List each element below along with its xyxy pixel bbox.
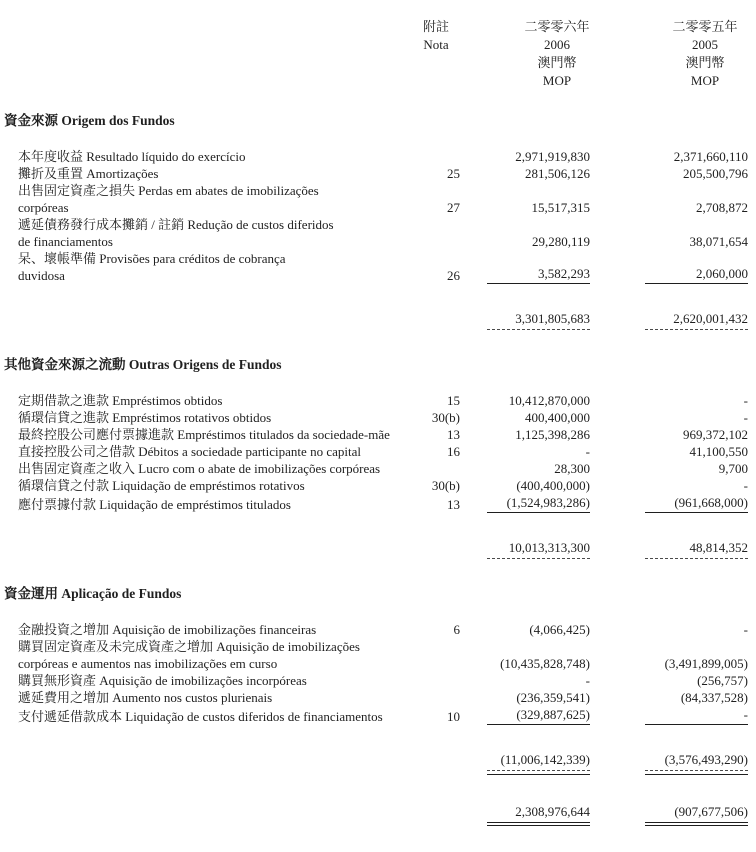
value-2006 [462, 672, 590, 689]
table-row [4, 494, 748, 513]
row-label-line: 直接控股公司之借款 Débitos a sociedade participante no capital [18, 444, 361, 459]
value-2006 [462, 265, 590, 284]
value-2005-amount: - [743, 622, 748, 637]
section-heading: 資金來源 Origem dos Fundos [4, 113, 175, 128]
value-2006 [462, 494, 590, 513]
value-2006 [462, 426, 590, 443]
section-1 [4, 112, 748, 330]
value-2005-amount: (3,576,493,290) [645, 751, 748, 771]
value-2006-underline [487, 494, 590, 513]
value-2006 [462, 706, 590, 725]
table-row [4, 250, 748, 284]
subtotal-row [4, 310, 748, 330]
value-2006-amount: (10,435,828,748) [500, 656, 590, 671]
note-cell: 16 [447, 444, 460, 459]
row-label [4, 409, 410, 426]
row-label-line: corpóreas e aumentos nas imobilizações em curso [18, 656, 278, 671]
value-2006 [462, 655, 590, 672]
note-cell: 30(b) [431, 410, 460, 425]
table-row [4, 426, 748, 443]
value-2005-amount: 969,372,102 [683, 427, 748, 442]
row-label [4, 672, 410, 689]
year-2006: 2006 [544, 37, 570, 52]
value-2006-underline [487, 706, 590, 725]
row-label-line: 購買無形資產 Aquisição de imobilizações incorpóreas [18, 673, 307, 688]
note-cell: 10 [447, 709, 460, 724]
value-2006-amount: 2,308,976,644 [487, 803, 590, 823]
value-2006-amount: (329,887,625) [487, 706, 590, 725]
row-label [4, 460, 410, 477]
value-2005 [628, 460, 748, 477]
value-2005-underline [645, 409, 748, 426]
value-2006-underline [487, 539, 590, 559]
row-label [4, 392, 410, 409]
note-cell: 26 [447, 268, 460, 283]
value-2005-amount: - [645, 706, 748, 725]
value-2006-underline [487, 477, 590, 494]
row-label-line: 支付遞延借款成本 Liquidação de custos diferidos de financiamentos [18, 709, 383, 724]
note-cell: 13 [447, 427, 460, 442]
row-label [4, 621, 410, 638]
value-2006-amount: (11,006,142,339) [487, 751, 590, 771]
row-label-line: de financiamentos [18, 234, 113, 249]
value-2005 [628, 494, 748, 513]
value-2005-underline [645, 494, 748, 513]
value-2006-amount: 10,412,870,000 [508, 393, 590, 408]
value-2005-amount: 48,814,352 [645, 539, 748, 559]
value-2006-underline [487, 233, 590, 250]
value-2006-amount: (400,400,000) [516, 478, 590, 493]
value-2005 [628, 233, 748, 250]
value-2005-amount: 2,708,872 [696, 200, 748, 215]
value-2006-amount: 3,582,293 [487, 265, 590, 284]
row-label [4, 216, 410, 250]
value-2006 [462, 751, 590, 775]
value-2005-underline [645, 460, 748, 477]
value-2005-underline [645, 477, 748, 494]
value-2005 [628, 409, 748, 426]
value-2005-amount: - [743, 478, 748, 493]
value-2006-amount: - [585, 673, 590, 688]
row-label-line: 循環信貸之付款 Liquidação de empréstimos rotativos [18, 478, 305, 493]
value-2006 [462, 621, 590, 638]
subtotal-row [4, 539, 748, 559]
value-2006 [462, 477, 590, 494]
table-row [4, 165, 748, 182]
value-2005-underline [645, 233, 748, 250]
table-row [4, 477, 748, 494]
value-2005-underline [645, 803, 748, 826]
column-header-2005 [628, 18, 748, 90]
value-2006 [462, 460, 590, 477]
value-2005 [628, 672, 748, 689]
value-2006-amount: (4,066,425) [529, 622, 590, 637]
value-2006-amount: 400,400,000 [525, 410, 590, 425]
value-2006 [462, 409, 590, 426]
value-2005 [628, 443, 748, 460]
note-cell: 13 [447, 497, 460, 512]
column-header-2006 [462, 18, 590, 90]
table-header [4, 18, 748, 90]
note-column-header [410, 18, 462, 54]
value-2006-underline [487, 426, 590, 443]
row-label-line: 循環信貸之進款 Empréstimos rotativos obtidos [18, 410, 272, 425]
value-2006-underline [487, 443, 590, 460]
value-2005-amount: (907,677,506) [645, 803, 748, 823]
value-2005 [628, 706, 748, 725]
value-2005 [628, 165, 748, 182]
note-header-pt: Nota [423, 37, 449, 52]
table-row [4, 460, 748, 477]
row-label-line: 本年度收益 Resultado líquido do exercício [18, 149, 246, 164]
value-2005-amount: - [743, 410, 748, 425]
value-2006-amount: (236,359,541) [516, 690, 590, 705]
value-2006-underline [487, 460, 590, 477]
value-2005-underline [645, 621, 748, 638]
value-2006-amount: 2,971,919,830 [515, 149, 590, 164]
table-row [4, 409, 748, 426]
value-2005-amount: 2,060,000 [645, 265, 748, 284]
row-label [4, 708, 410, 725]
row-label-line: 購買固定資產及未完成資產之增加 Aquisição de imobilizações [18, 639, 360, 654]
value-2005-underline [645, 672, 748, 689]
value-2006-amount: (1,524,983,286) [487, 494, 590, 513]
value-2006 [462, 392, 590, 409]
value-2006 [462, 199, 590, 216]
row-label-line: 遞延費用之增加 Aumento nos custos plurienais [18, 690, 273, 705]
value-2006-underline [487, 199, 590, 216]
value-2005-underline [645, 148, 748, 165]
table-row [4, 621, 748, 638]
value-2006-amount: 10,013,313,300 [487, 539, 590, 559]
value-2005-underline [645, 655, 748, 672]
row-label-line: 遞延債務發行成本攤銷 / 註銷 Redução de custos diferidos [18, 217, 334, 232]
table-row [4, 182, 748, 216]
row-label [4, 165, 410, 182]
note-header-zh: 附註 [422, 19, 449, 34]
table-row [4, 443, 748, 460]
row-label-line: corpóreas [18, 200, 69, 215]
table-row [4, 689, 748, 706]
value-2005-amount: 9,700 [718, 461, 748, 476]
value-2005-amount: - [743, 393, 748, 408]
value-2006-underline [487, 689, 590, 706]
section-heading: 資金運用 Aplicação de Fundos [4, 586, 182, 601]
note-cell: 30(b) [431, 478, 460, 493]
value-2005 [628, 655, 748, 672]
row-label [4, 148, 410, 165]
table-row [4, 638, 748, 672]
value-2006 [462, 803, 590, 826]
value-2006-amount: 281,506,126 [525, 166, 590, 181]
value-2005-underline [645, 392, 748, 409]
value-2005-underline [645, 199, 748, 216]
currency-2006-code: MOP [542, 73, 572, 88]
value-2006-underline [487, 310, 590, 330]
value-2005-amount: 2,371,660,110 [673, 149, 748, 164]
currency-2006-zh: 澳門幣 [537, 55, 577, 70]
value-2005 [628, 621, 748, 638]
row-label [4, 638, 410, 672]
grand-total-row [4, 803, 748, 826]
row-label [4, 689, 410, 706]
note-cell: 6 [453, 622, 460, 637]
row-label [4, 496, 410, 513]
value-2006-underline [487, 672, 590, 689]
row-label [4, 426, 410, 443]
value-2005 [628, 689, 748, 706]
section-heading: 其他資金來源之流動 Outras Origens de Fundos [4, 357, 282, 372]
grand-total-slot [4, 803, 748, 826]
value-2006-amount: 1,125,398,286 [515, 427, 590, 442]
value-2005-amount: (961,668,000) [645, 494, 748, 513]
value-2005-underline [645, 706, 748, 725]
value-2005-amount: 2,620,001,432 [645, 310, 748, 330]
value-2006-amount: 3,301,805,683 [487, 310, 590, 330]
value-2005 [628, 803, 748, 826]
value-2006 [462, 165, 590, 182]
value-2005 [628, 426, 748, 443]
subtotal-row [4, 751, 748, 775]
value-2005-underline [645, 443, 748, 460]
table-row [4, 392, 748, 409]
value-2005-amount: (84,337,528) [680, 690, 748, 705]
section-2 [4, 356, 748, 559]
value-2006-underline [487, 655, 590, 672]
value-2006 [462, 233, 590, 250]
row-label-line: 最終控股公司應付票據進款 Empréstimos titulados da sociedade-mãe [18, 427, 390, 442]
row-label [4, 250, 410, 284]
value-2005 [628, 265, 748, 284]
value-2005-amount: (3,491,899,005) [664, 656, 748, 671]
table-row [4, 216, 748, 250]
currency-2005-code: MOP [690, 73, 720, 88]
statement-sections [4, 112, 748, 775]
value-2006-underline [487, 148, 590, 165]
row-label [4, 182, 410, 216]
value-2005 [628, 477, 748, 494]
value-2005-underline [645, 310, 748, 330]
value-2006 [462, 443, 590, 460]
value-2005-underline [645, 689, 748, 706]
note-cell: 25 [447, 166, 460, 181]
table-row [4, 672, 748, 689]
value-2005 [628, 392, 748, 409]
value-2005-underline [645, 539, 748, 559]
value-2005 [628, 751, 748, 775]
row-label-line: 應付票據付款 Liquidação de empréstimos titulados [18, 497, 291, 512]
row-label-line: 金融投資之增加 Aquisição de imobilizações financeiras [18, 622, 317, 637]
row-label-line: 呆、壞帳準備 Provisões para créditos de cobrança [18, 251, 286, 266]
value-2006-underline [487, 165, 590, 182]
value-2006-amount: - [585, 444, 590, 459]
year-2005-zh: 二零零五年 [672, 19, 738, 34]
value-2006 [462, 539, 590, 559]
value-2005-underline [645, 426, 748, 443]
value-2005 [628, 199, 748, 216]
value-2006-amount: 15,517,315 [531, 200, 590, 215]
row-label-line: duvidosa [18, 268, 65, 283]
value-2005-amount: (256,757) [697, 673, 748, 688]
value-2006-underline [487, 621, 590, 638]
value-2005 [628, 539, 748, 559]
value-2006-underline [487, 751, 590, 775]
year-2006-zh: 二零零六年 [524, 19, 590, 34]
value-2005 [628, 310, 748, 330]
value-2006-amount: 28,300 [554, 461, 590, 476]
value-2005-amount: 38,071,654 [689, 234, 748, 249]
value-2005-amount: 41,100,550 [689, 444, 748, 459]
value-2005-amount: 205,500,796 [683, 166, 748, 181]
section-3 [4, 585, 748, 775]
value-2006 [462, 689, 590, 706]
note-cell: 27 [447, 200, 460, 215]
value-2006-amount: 29,280,119 [531, 234, 590, 249]
table-row [4, 706, 748, 725]
currency-2005-zh: 澳門幣 [685, 55, 725, 70]
row-label-line: 出售固定資產之損失 Perdas em abates de imobilizações [18, 183, 319, 198]
value-2005 [628, 148, 748, 165]
value-2006-underline [487, 803, 590, 826]
year-2005: 2005 [692, 37, 718, 52]
row-label [4, 477, 410, 494]
value-2006-underline [487, 409, 590, 426]
row-label-line: 定期借款之進款 Empréstimos obtidos [18, 393, 223, 408]
value-2006-underline [487, 265, 590, 284]
row-label [4, 443, 410, 460]
value-2006 [462, 148, 590, 165]
value-2006-underline [487, 392, 590, 409]
value-2005-underline [645, 751, 748, 775]
value-2005-underline [645, 165, 748, 182]
note-cell: 15 [447, 393, 460, 408]
value-2005-underline [645, 265, 748, 284]
row-label-line: 出售固定資產之收入 Lucro com o abate de imobilizações corpóreas [18, 461, 381, 476]
value-2006 [462, 310, 590, 330]
row-label-line: 攤折及重置 Amortizações [18, 166, 159, 181]
table-row [4, 148, 748, 165]
